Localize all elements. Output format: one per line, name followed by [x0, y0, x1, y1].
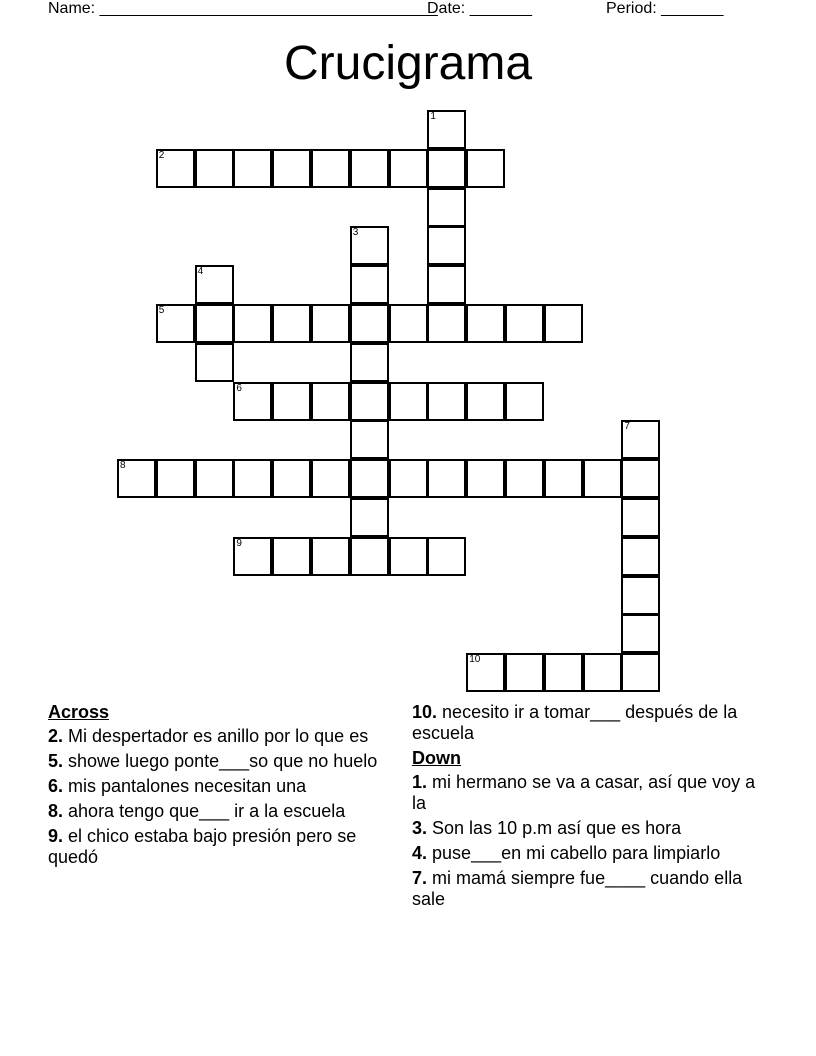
clue-text: ahora tengo que___ ir a la escuela	[68, 801, 346, 821]
crossword-cell[interactable]	[272, 459, 311, 498]
crossword-cell[interactable]	[544, 304, 583, 343]
crossword-cell[interactable]	[350, 382, 389, 421]
crossword-cell[interactable]	[621, 653, 660, 692]
clue-number-label: 10	[469, 654, 481, 666]
down-heading: Down	[412, 748, 461, 768]
clue-number-label: 9	[236, 537, 242, 549]
crossword-cell[interactable]	[583, 459, 622, 498]
crossword-cell[interactable]	[311, 304, 350, 343]
across-clue-6	[48, 776, 378, 797]
crossword-cell[interactable]	[427, 304, 466, 343]
clue-text: Mi despertador es anillo por lo que es	[68, 726, 369, 746]
crossword-cell[interactable]	[350, 537, 389, 576]
period-field[interactable]: Period: _______	[606, 0, 724, 17]
across-clue-8	[48, 801, 378, 822]
crossword-cell[interactable]	[621, 537, 660, 576]
clue-number: 2.	[48, 726, 64, 746]
clue-number-label: 5	[158, 305, 165, 316]
crossword-cell[interactable]	[350, 459, 389, 498]
crossword-cell[interactable]	[272, 149, 311, 188]
clue-number: 4.	[412, 843, 428, 863]
across-clue-10	[412, 702, 762, 744]
crossword-cell[interactable]	[427, 110, 466, 149]
clue-text: Son las 10 p.m así que es hora	[432, 818, 682, 838]
across-heading: Across	[48, 702, 110, 722]
clue-number-label: 1	[430, 111, 436, 122]
clues-column-right	[412, 702, 762, 914]
crossword-cell[interactable]	[621, 614, 660, 653]
crossword-cell[interactable]	[350, 498, 389, 537]
crossword-cell[interactable]	[233, 459, 272, 498]
crossword-cell[interactable]	[466, 149, 505, 188]
clue-number-label: 7	[624, 421, 630, 433]
crossword-cell[interactable]	[427, 382, 466, 421]
down-clue-3	[412, 818, 762, 839]
crossword-cell[interactable]	[233, 382, 272, 421]
crossword-cell[interactable]	[195, 459, 234, 498]
crossword-cell[interactable]	[311, 459, 350, 498]
crossword-cell[interactable]	[466, 382, 505, 421]
crossword-cell[interactable]	[233, 149, 272, 188]
crossword-cell[interactable]	[195, 304, 234, 343]
crossword-cell[interactable]	[544, 653, 583, 692]
crossword-cell[interactable]	[195, 265, 234, 304]
crossword-cell[interactable]	[466, 653, 505, 692]
crossword-cell[interactable]	[233, 304, 272, 343]
crossword-cell[interactable]	[505, 304, 544, 343]
crossword-cell[interactable]	[350, 343, 389, 382]
crossword-cell[interactable]	[427, 459, 466, 498]
crossword-cell[interactable]	[621, 576, 660, 615]
crossword-cell[interactable]	[389, 459, 428, 498]
crossword-cell[interactable]	[389, 304, 428, 343]
crossword-cell[interactable]	[156, 459, 195, 498]
crossword-cell[interactable]	[117, 459, 156, 498]
crossword-cell[interactable]	[311, 382, 350, 421]
clues-column-left	[48, 702, 378, 872]
clue-number: 7.	[412, 868, 428, 888]
clue-number-label: 6	[236, 382, 242, 394]
clue-number-label: 2	[158, 149, 165, 161]
crossword-cell[interactable]	[466, 304, 505, 343]
clue-text: necesito ir a tomar___ después de la escuela	[412, 702, 738, 743]
crossword-cell[interactable]	[389, 149, 428, 188]
crossword-cell[interactable]	[427, 265, 466, 304]
crossword-cell[interactable]	[272, 304, 311, 343]
crossword-cell[interactable]	[311, 149, 350, 188]
across-clue-2	[48, 726, 378, 747]
crossword-cell[interactable]	[505, 382, 544, 421]
crossword-cell[interactable]	[427, 149, 466, 188]
crossword-cell[interactable]	[427, 537, 466, 576]
crossword-cell[interactable]	[389, 537, 428, 576]
crossword-cell[interactable]	[505, 653, 544, 692]
crossword-cell[interactable]	[505, 459, 544, 498]
crossword-cell[interactable]	[427, 188, 466, 227]
crossword-cell[interactable]	[583, 653, 622, 692]
crossword-cell[interactable]	[156, 149, 195, 188]
clue-text: mi hermano se va a casar, así que voy a la	[412, 772, 756, 813]
name-field[interactable]: Name: ______________________________________	[48, 0, 438, 17]
clue-number: 3.	[412, 818, 428, 838]
clue-number: 8.	[48, 801, 64, 821]
crossword-cell[interactable]	[311, 537, 350, 576]
clue-number: 5.	[48, 751, 64, 771]
date-field[interactable]: Date: _______	[427, 0, 532, 17]
crossword-cell[interactable]	[272, 382, 311, 421]
crossword-cell[interactable]	[350, 420, 389, 459]
clue-text: mis pantalones necesitan una	[68, 776, 307, 796]
clue-number: 1.	[412, 772, 428, 792]
down-clue-1	[412, 772, 762, 814]
clue-text: mi mamá siempre fue____ cuando ella sale	[412, 868, 743, 909]
crossword-cell[interactable]	[195, 149, 234, 188]
crossword-cell[interactable]	[272, 537, 311, 576]
clue-number-label: 3	[352, 227, 359, 239]
clue-number: 10.	[412, 702, 438, 722]
crossword-cell[interactable]	[427, 226, 466, 265]
across-clue-9	[48, 826, 378, 868]
crossword-cell[interactable]	[350, 149, 389, 188]
page-title: Crucigrama	[283, 37, 533, 90]
clue-text: showe luego ponte___so que no huelo	[68, 751, 378, 771]
down-clue-4	[412, 843, 762, 864]
across-clue-5	[48, 751, 378, 772]
crossword-cell[interactable]	[233, 537, 272, 576]
clue-text: puse___en mi cabello para limpiarlo	[432, 843, 721, 863]
crossword-cell[interactable]	[621, 420, 660, 459]
crossword-cell[interactable]	[621, 498, 660, 537]
crossword-cell[interactable]	[350, 265, 389, 304]
crossword-cell[interactable]	[621, 459, 660, 498]
crossword-cell[interactable]	[350, 304, 389, 343]
crossword-cell[interactable]	[389, 382, 428, 421]
crossword-cell[interactable]	[350, 226, 389, 265]
clue-text: el chico estaba bajo presión pero se quedó	[48, 826, 357, 867]
crossword-cell[interactable]	[466, 459, 505, 498]
clue-number-label: 8	[120, 460, 126, 472]
crossword-cell[interactable]	[156, 304, 195, 343]
clue-number: 9.	[48, 826, 64, 846]
clue-number-label: 4	[197, 266, 204, 278]
clue-number: 6.	[48, 776, 64, 796]
crossword-cell[interactable]	[195, 343, 234, 382]
crossword-cell[interactable]	[544, 459, 583, 498]
down-clue-7	[412, 868, 762, 910]
